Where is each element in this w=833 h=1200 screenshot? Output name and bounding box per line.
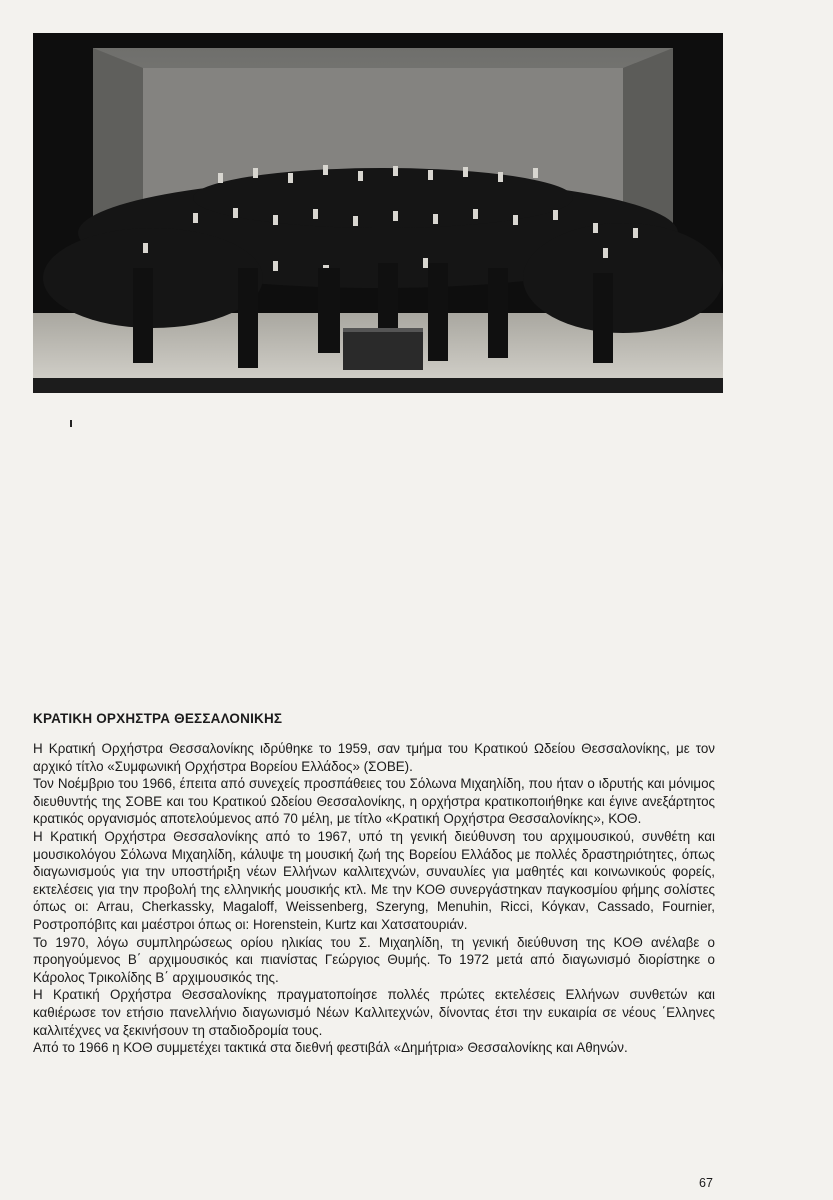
article-paragraph-4: Το 1970, λόγω συμπληρώσεως ορίου ηλικίας του Σ. Μιχαηλίδη, τη γενική διεύθυνση της ΚΟΘ ανέλαβε ο προηγούμενος Β΄ αρχιμουσικός και πιανίστας Γεώργιος Θυμής. Το 1972 μετά από διαγωνισμό διορίστηκε ο Κάρολος Τρικολίδης Β΄ αρχιμουσικός της. [33,934,715,985]
stray-mark [70,420,72,427]
article-paragraph-1: Η Κρατική Ορχήστρα Θεσσαλονίκης ιδρύθηκε το 1959, σαν τμήμα του Κρατικού Ωδείου Θεσσαλονίκης, με τον αρχικό τίτλο «Συμφωνική Ορχήστρα Βορείου Ελλάδος» (ΣΟΒΕ). [33,741,715,774]
orchestra-photo [33,33,723,393]
article-body [33,740,715,1057]
article-heading: ΚΡΑΤΙΚΗ ΟΡΧΗΣΤΡΑ ΘΕΣΣΑΛΟΝΙΚΗΣ [33,711,283,726]
article-paragraph-2: Τον Νοέμβριο του 1966, έπειτα από συνεχείς προσπάθειες του Σόλωνα Μιχαηλίδη, που ήταν ο ιδρυτής και μόνιμος διευθυντής της ΣΟΒΕ και του Κρατικού Ωδείου Θεσσαλονίκης, η ορχήστρα κρατικοποιήθηκε και έγινε ανεξάρτητος κρατικός οργανισμός αποτελούμενος από 70 μέλη, με τίτλο «Κρατική Ορχήστρα Θεσσαλονίκης», ΚΟΘ. [33,776,715,827]
page-number: 67 [699,1176,713,1190]
article-paragraph-6: Από το 1966 η ΚΟΘ συμμετέχει τακτικά στα διεθνή φεστιβάλ «Δημήτρια» Θεσσαλονίκης και Αθηνών. [33,1040,628,1056]
article-paragraph-5: Η Κρατική Ορχήστρα Θεσσαλονίκης πραγματοποίησε πολλές πρώτες εκτελέσεις Ελλήνων συνθετών και καθιέρωσε τον ετήσιο πανελλήνιο διαγωνισμό Νέων Καλλιτεχνών, δίνοντας έτσι την ευκαιρία σε νέους ΄Ελληνες καλλιτέχνες να ξεκινήσουν τη σταδιοδρομία τους. [33,987,715,1038]
article-paragraph-3: Η Κρατική Ορχήστρα Θεσσαλονίκης από το 1967, υπό τη γενική διεύθυνση του αρχιμουσικού, συνθέτη και μουσικολόγου Σόλωνα Μιχαηλίδη, κάλυψε τη μουσική ζωή της Βορείου Ελλάδος με πολλές δραστηριότητες, όπως διαγωνισμούς για την υποστήριξη νέων Ελλήνων καλλιτεχνών, συναυλίες για μαθητές και κοινωνικούς φορείς, εκτελέσεις για την προβολή της ελληνικής μουσικής κτλ. Με την ΚΟΘ συνεργάστηκαν παγκοσμίου φήμης σολίστες όπως οι: Arrau, Cherkassky, Magaloff, Weissenberg, Szeryng, Menuhin, Ricci, Κόγκαν, Cassado, Fournier, Ροστροπόβιτς και μαέστροι όπως οι: Horenstein, Kurtz και Χατσατουριάν. [33,828,715,932]
orchestra-photo-graphic [33,33,723,393]
